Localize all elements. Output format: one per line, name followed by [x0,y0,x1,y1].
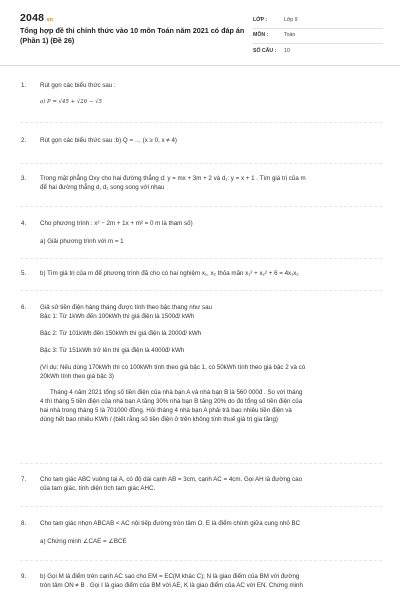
question-text: Rút gọn các biểu thức sau : [40,82,116,89]
question-number: 2. [21,137,27,144]
question-subpart: a) Giải phương trình với m = 1 [40,237,124,245]
divider [20,122,382,123]
problem-paragraph: 4 thì tháng 5 tiền điện của nhà bạn A tăng 30% nhà bạn B tăng 20% do đó tổng số tiền điện của [40,397,303,405]
divider [20,560,382,561]
question-number: 8. [21,520,27,527]
question-number: 7. [21,476,27,483]
example-text: (Ví dụ: Nếu dùng 170kWh thì có 100kWh tính theo giá bậc 1, có 50kWh tính theo giá bậc 2 và có [40,363,306,371]
meta-value: 10 [284,47,290,54]
question-text: Cho tam giác ABC vuông tại A, có độ dài cạnh AB = 3cm, cạnh AC = 4cm. Gọi AH là đường cao [40,476,303,483]
divider [20,206,382,207]
question-subpart: a) Chứng minh ∠CAE = ∠BCE [40,537,127,545]
question-number: 6. [21,304,27,311]
question-text: Cho phương trình : x² − 2m + 1x + m² = 0 m là tham số) [40,220,193,227]
question-number: 1. [21,82,27,89]
meta-row-subject [253,29,383,44]
tier-1: Bậc 1: Từ 1kWh đến 100kWh thì giá điện là 1500đ/ kWh [40,312,195,320]
logo-suffix: .vn [45,17,53,23]
site-logo[interactable] [20,11,53,26]
tier-3: Bậc 3: Từ 151kWh trở lên thì giá điện là 4000đ/ kWh [40,346,185,354]
problem-paragraph: dùng hết bao nhiêu KWh / (biết rằng số tiền điện ở trên không tính thuế giá trị gia tăng) [40,415,278,423]
question-text: Cho tam giác nhọn ABCAB < AC nội tiếp đường tròn tâm O. E là điểm chính giữa cung nhỏ BC [40,520,301,527]
document-title: Tổng hợp đề thi chính thức vào 10 môn Toán năm 2021 có đáp án (Phần 1) (Đề 26) [20,26,245,45]
tier-2: Bậc 2: Từ 101kWh đến 150kWh thì giá điện là 2000đ/ kWh [40,329,202,337]
divider [20,290,382,291]
question-text: Trong mặt phẳng Oxy cho hai đường thẳng d: y = mx + 3m + 2 và d₁: y = x + 1 . Tìm giá trị của m [40,175,306,182]
divider [20,258,382,259]
question-number: 4. [21,220,27,227]
meta-label: MÔN : [253,32,269,39]
meta-row-class [253,14,383,29]
question-text: của tam giác, tính diện tích tam giác AHC. [40,484,156,492]
question-text: Rút gọn các biểu thức sau :b) Q = … (x ≥ 0, x ≠ 4) [40,137,177,144]
question-text: Giả sử tiền điện hàng tháng được tính theo bậc thang như sau [40,304,212,311]
meta-value: Toán [284,32,296,39]
meta-row-count [253,44,383,59]
document-header [0,0,400,66]
question-text: b) Gọi M là điểm trên cạnh AC sao cho EM = EC(M khác C); N là giao điểm của BM với đường [40,573,300,580]
meta-value: Lớp 9 [284,17,298,24]
logo-main: 2048 [20,12,45,24]
question-text: để hai đường thẳng d, d₁ song song với nhau [40,183,165,191]
question-text: tròn tâm ON ≠ B . Gọi I là giao điểm của BM với AE, K là giao điểm của AC với EN. Chứng minh [40,581,303,589]
problem-paragraph: Tháng 4 năm 2021 tổng số tiền điện của nhà bạn A và nhà bạn B là 560 000đ . So với tháng [50,388,303,396]
question-subpart: a) P = √45 + √20 − √5 [40,98,102,105]
question-number: 3. [21,175,27,182]
meta-label: SỐ CÂU : [253,47,277,54]
problem-paragraph: hai nhà trong tháng 5 là 701000 đồng. Hỏi tháng 4 nhà bạn A phải trả bao nhiêu tiền điện và [40,406,292,414]
meta-label: LỚP : [253,17,268,24]
question-text: b) Tìm giá trị của m để phương trình đã cho có hai nghiệm x₁, x₂ thỏa mãn x₁² + x₂² + 6 = 4x₁x₂ [40,270,299,277]
document-meta [253,14,383,59]
question-number: 5. [21,270,27,277]
divider [20,163,382,164]
question-number: 9. [21,573,27,580]
divider [20,463,382,464]
divider [20,506,382,507]
example-text: 20kWh tính theo giá bậc 3) [40,372,114,380]
